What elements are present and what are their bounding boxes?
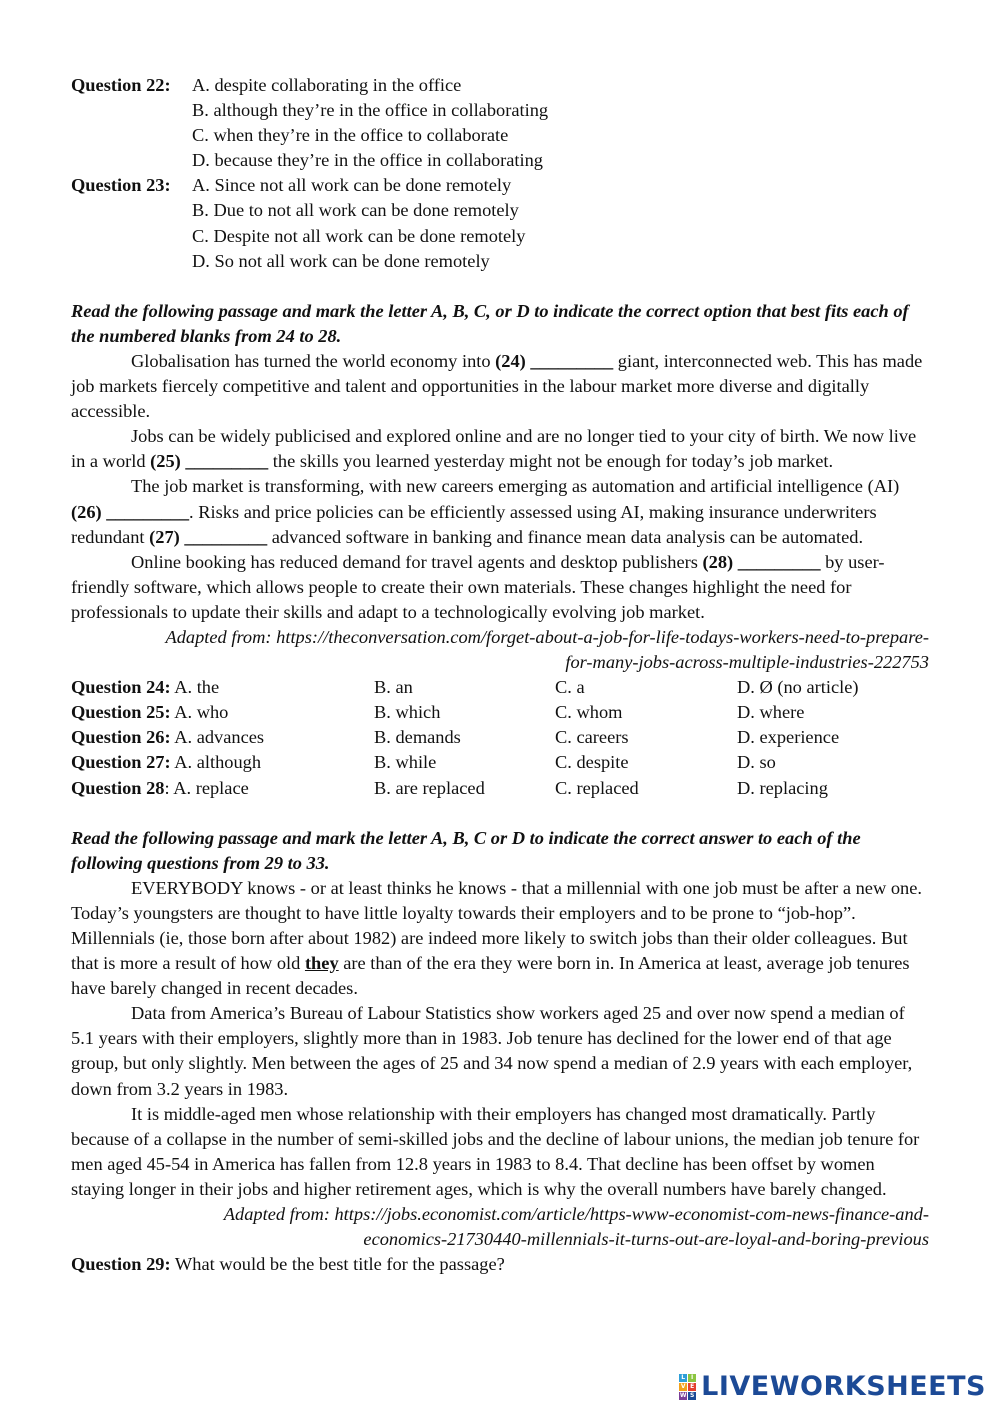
option-c[interactable]: C. whom [555,702,623,723]
blank-26[interactable]: _________ [106,501,190,522]
passage-1-paragraph-3: The job market is transforming, with new careers emerging as automation and artificial intelligence (AI) (26) _________. Risks and price policies can be efficiently assessed using AI, making insurance underwriters redundant (27) _________ advanced software in banking and finance mean data analysis can be automated. [71,476,900,547]
option-d[interactable]: D. where [737,702,805,723]
worksheet-page [71,73,929,1277]
option-d[interactable]: D. experience [737,727,840,748]
option-a[interactable]: A. who [174,702,229,723]
option-d[interactable]: D. replacing [737,777,828,798]
question-text: What would be the best title for the passage? [170,1254,505,1275]
question-22 [71,73,929,173]
question-23 [71,173,929,273]
option-c[interactable]: C. when they’re in the office to collaborate [192,125,509,146]
options-table [71,675,929,800]
blank-24[interactable]: _________ [530,350,614,371]
passage-1-paragraph-1: Globalisation has turned the world economy into (24) _________ giant, interconnected web. This has made job markets fiercely competitive and talent and opportunities in the labour market more diverse and digitally accessible. [71,350,923,422]
option-c[interactable]: C. despite [555,752,629,773]
option-b[interactable]: B. an [374,677,413,698]
referent-they: they [304,953,339,974]
passage-2-instruction: Read the following passage and mark the letter A, B, C or D to indicate the correct answer to each of the following questions from 29 to 33. [71,827,861,873]
option-a[interactable]: A. advances [174,727,265,748]
question-label: Question 22: [71,75,171,95]
option-list [192,73,929,173]
option-c[interactable]: C. careers [555,727,629,748]
option-b[interactable]: B. although they’re in the office in collaborating [192,100,549,121]
passage-1-instruction: Read the following passage and mark the letter A, B, C, or D to indicate the correct option that best fits each of the numbered blanks from 24 to 28. [71,300,909,346]
question-label: Question 26: [71,727,171,748]
question-label: Question 28 [71,777,165,798]
option-a[interactable]: A. the [174,677,220,698]
question-27-row [71,750,929,775]
option-a[interactable]: A. despite collaborating in the office [192,75,462,95]
passage-2-paragraph-3: It is middle-aged men whose relationship with their employers has changed most dramatically. Partly because of a collapse in the number of semi-skilled jobs and the decline of labour unions, the median job tenure for men aged 45-54 in America has fallen from 12.8 years in 1983 to 8.4. That decline has been offset by women staying longer in their jobs and higher retirement ages, which is why the overall numbers have barely changed. [71,1103,920,1199]
logo-text: LIVEWORKSHEETS [701,1371,986,1403]
blank-28[interactable]: _________ [737,551,821,572]
passage-1-paragraph-2: Jobs can be widely publicised and explored online and are no longer tied to your city of birth. We now live in a world (25) _________ the skills you learned yesterday might not be enough for today’s job market. [71,426,917,472]
question-29 [71,1252,929,1277]
question-label: Question 24: [71,677,171,698]
passage-2-paragraph-2: Data from America’s Bureau of Labour Statistics show workers aged 25 and over now spend a median of 5.1 years with their employers, slightly more than in 1983. Job tenure has declined for the lower end of that age group, but only slightly. Men between the ages of 25 and 34 now spend a median of 2.9 years with each employer, down from 3.2 years in 1983. [71,1003,913,1099]
option-a[interactable]: A. Since not all work can be done remotely [192,175,512,196]
option-b[interactable]: B. demands [374,727,461,748]
question-label: Question 27: [71,752,171,773]
passage-2-paragraph-1: EVERYBODY knows - or at least thinks he knows - that a millennial with one job must be after a new one. Today’s youngsters are thought to have little loyalty towards their employers and to be prone to “job-hop”. Millennials (ie, those born after about 1982) are indeed more likely to switch jobs than their older colleagues. But that is more a result of how old they are than of the era they were born in. In America at least, average job tenures have barely changed in recent decades. [71,877,922,999]
option-d[interactable]: D. Ø (no article) [737,677,859,698]
passage-1-source: Adapted from: https://theconversation.com/forget-about-a-job-for-life-todays-workers-need-to-prepare- for-many-jobs-across-multiple-industries-222753 [165,626,929,673]
question-25-row [71,700,929,725]
question-28-row: Question 28: A. replace B. are replaced C. replaced D. replacing [71,776,929,801]
passage-1-paragraph-4: Online booking has reduced demand for travel agents and desktop publishers (28) _________ by user-friendly software, which allows people to create their own materials. These changes highlight the need for professionals to update their skills and adapt to a technologically evolving job market. [71,551,885,622]
option-c[interactable]: C. a [555,677,585,698]
option-a[interactable]: A. although [174,752,262,773]
option-b[interactable]: B. are replaced [374,777,485,798]
option-d[interactable]: D. because they’re in the office in collaborating [192,150,543,171]
question-label: Question 23: [71,175,171,196]
passage-2-source: Adapted from: https://jobs.economist.com/article/https-www-economist-com-news-finance-and- economics-21730440-millennials-it-turns-out-are-loyal-and-boring-previous [223,1204,929,1250]
option-b[interactable]: B. which [374,702,441,723]
option-b[interactable]: B. Due to not all work can be done remotely [192,200,519,221]
question-label: Question 25: [71,702,171,723]
logo-mark-icon: L I V E W S [679,1374,695,1399]
liveworksheets-logo [679,1371,986,1403]
option-b[interactable]: B. while [374,752,437,773]
blank-27[interactable]: _________ [184,526,268,547]
option-d[interactable]: D. So not all work can be done remotely [192,250,490,271]
question-label: Question 29: [71,1254,171,1275]
option-c[interactable]: C. Despite not all work can be done remotely [192,225,526,246]
question-24-row [71,675,929,700]
option-list [192,173,929,273]
blank-25[interactable]: _________ [185,451,269,472]
question-26-row [71,725,929,750]
option-a[interactable]: A. replace [173,777,249,798]
option-d[interactable]: D. so [737,752,776,773]
option-c[interactable]: C. replaced [555,777,639,798]
